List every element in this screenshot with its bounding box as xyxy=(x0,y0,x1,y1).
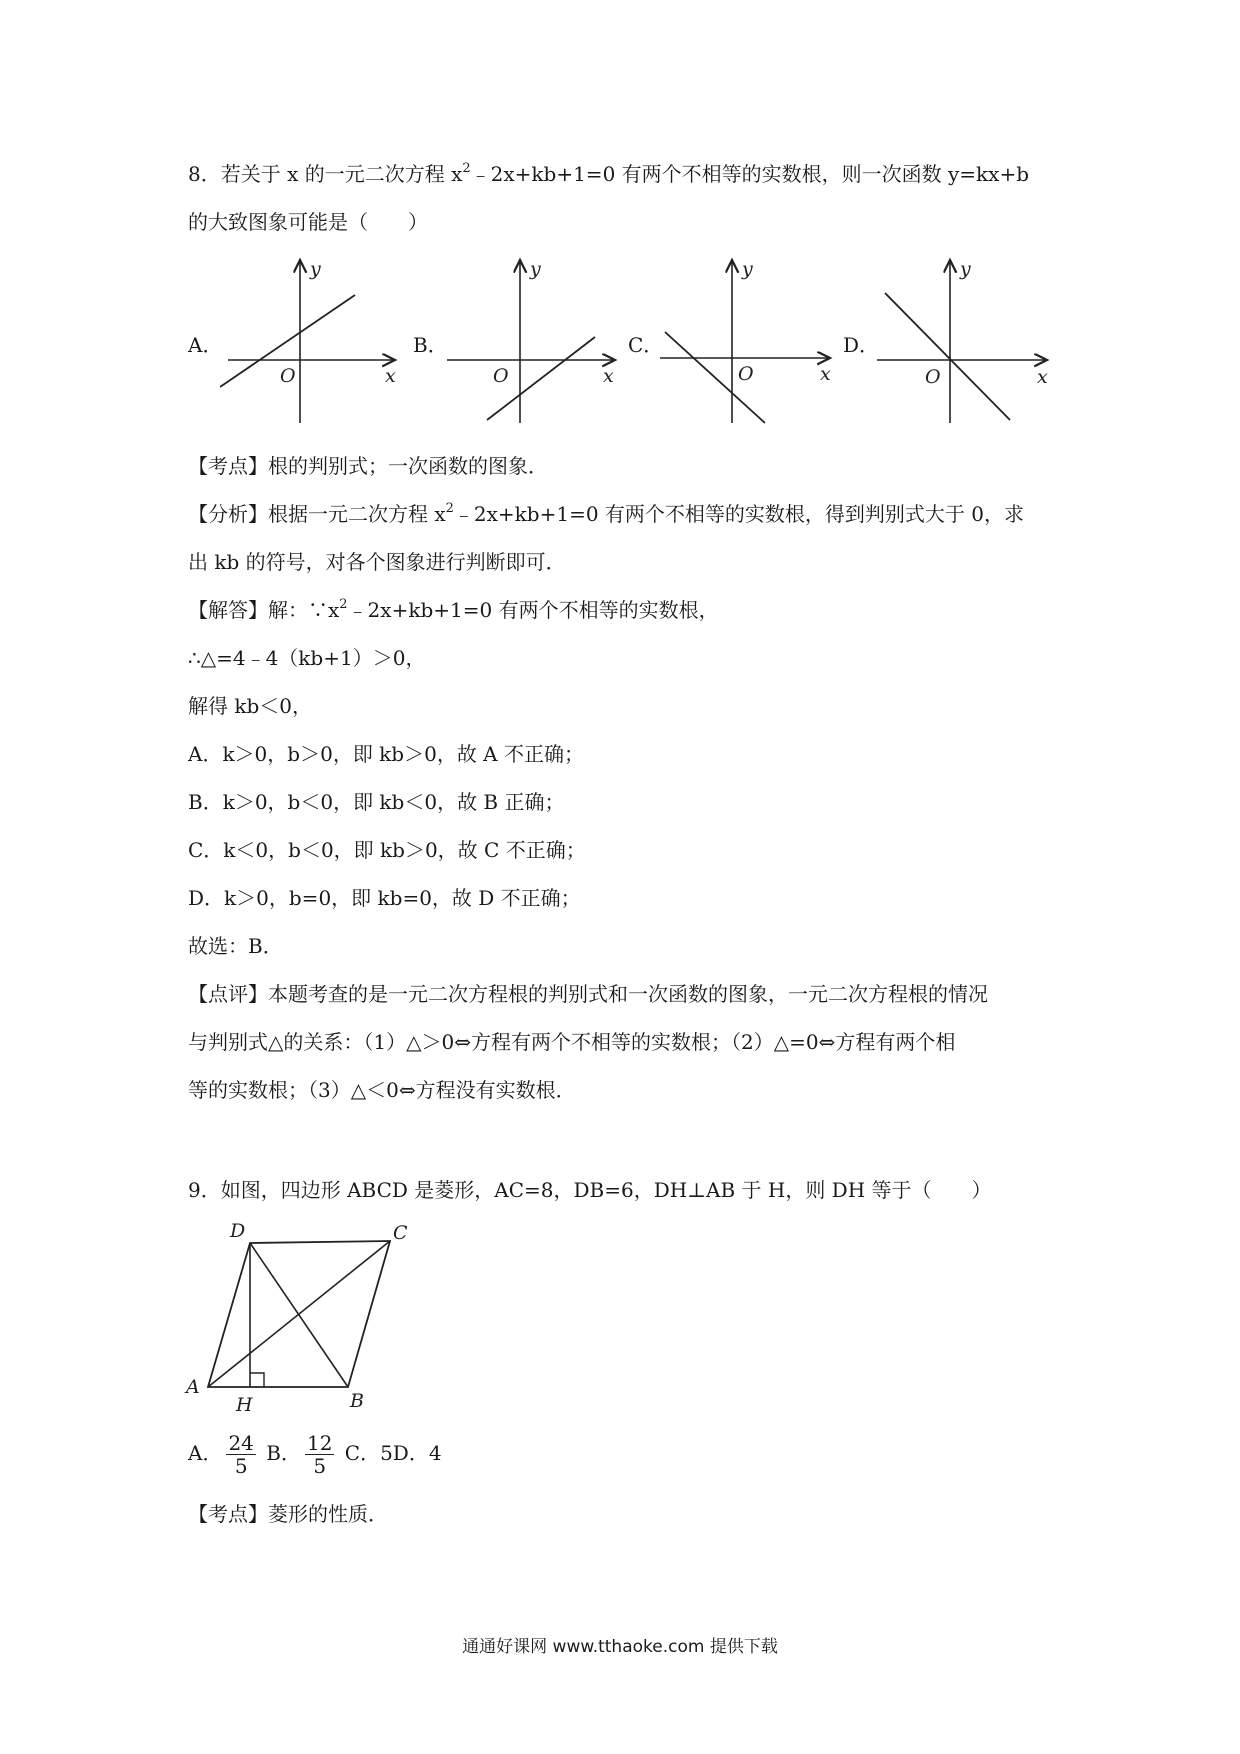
q8-fenxi-line1: 【分析】根据一元二次方程 $x^2﹣2x+kb+1=0$ 有两个不相等的实数根，得到判别式大于 0，求 xyxy=(188,501,1025,526)
q9-option-a-fraction: $\frac{24}{5}$ xyxy=(228,1431,254,1478)
q8-graph-b xyxy=(445,255,625,425)
q8-stem-line1: 8．若关于 x 的一元二次方程 $x^2﹣2x+kb+1=0$ 有两个不相等的实数根，则一次函数 y=kx+b xyxy=(188,161,1030,186)
q8-graph-a-origin: O xyxy=(280,365,296,387)
q9-label-d: D xyxy=(230,1220,246,1242)
q8-graph-c xyxy=(660,255,840,425)
q8-graph-b-y: y xyxy=(530,258,541,280)
q9-stem: 9．如图，四边形 ABCD 是菱形，AC=8，DB=6，DH⊥AB 于 H，则 DH 等于（ ） xyxy=(188,1178,992,1202)
q8-graph-d xyxy=(875,255,1055,425)
q8-answer: 故选：B． xyxy=(188,934,283,958)
q8-graph-c-origin: O xyxy=(738,363,754,385)
q8-fenxi-line2: 出 kb 的符号，对各个图象进行判断即可． xyxy=(188,550,566,574)
q8-step-1: ∴△=4﹣4（kb+1）＞0， xyxy=(188,646,426,670)
q8-graph-c-y: y xyxy=(742,258,753,280)
q8-step-2: 解得 kb＜0， xyxy=(188,694,313,718)
q9-label-a: A xyxy=(186,1376,200,1398)
q9-kaodian: 【考点】菱形的性质． xyxy=(188,1502,388,1526)
q8-option-a-letter: A． xyxy=(188,333,223,357)
q8-step-c: C．k＜0，b＜0，即 kb＞0，故 C 不正确； xyxy=(188,838,586,862)
q9-rhombus-figure xyxy=(180,1215,430,1415)
q8-graph-d-origin: O xyxy=(925,366,941,388)
q8-graph-b-origin: O xyxy=(493,365,509,387)
q8-step-a: A．k＞0，b＞0，即 kb＞0，故 A 不正确； xyxy=(188,742,584,766)
q8-step-d: D．k＞0，b=0，即 kb=0，故 D 不正确； xyxy=(188,886,581,910)
q8-graph-a-x: x xyxy=(385,365,396,387)
q8-graph-a xyxy=(220,255,400,425)
q8-option-c-letter: C． xyxy=(628,333,664,357)
q8-graph-d-x: x xyxy=(1037,366,1048,388)
q8-dianping-line2: 与判别式△的关系：（1）△＞0⇔方程有两个不相等的实数根；（2）△=0⇔方程有两个相 xyxy=(188,1030,956,1054)
q8-stem-line2: 的大致图象可能是（ ） xyxy=(188,210,428,234)
q8-graph-a-y: y xyxy=(310,258,321,280)
q9-label-c: C xyxy=(393,1222,408,1244)
q8-graph-c-x: x xyxy=(820,363,831,385)
q8-step-b: B．k＞0，b＜0，即 kb＜0，故 B 正确； xyxy=(188,790,565,814)
q8-graph-d-y: y xyxy=(960,258,971,280)
q8-kaodian: 【考点】根的判别式；一次函数的图象． xyxy=(188,454,548,478)
q8-dianping-line1: 【点评】本题考查的是一元二次方程根的判别式和一次函数的图象，一元二次方程根的情况 xyxy=(188,982,988,1006)
q9-label-b: B xyxy=(350,1390,364,1412)
page-footer: 通通好课网 www.tthaoke.com 提供下载 xyxy=(462,1637,778,1657)
q9-options: A． $\frac{24}{5}$ B． $\frac{12}{5}$ C．5D．4 xyxy=(188,1431,442,1478)
q8-option-d-letter: D． xyxy=(843,333,880,357)
q9-option-b-fraction: $\frac{12}{5}$ xyxy=(306,1431,333,1478)
q9-label-h: H xyxy=(236,1394,253,1415)
q8-dianping-line3: 等的实数根；（3）△＜0⇔方程没有实数根． xyxy=(188,1078,576,1102)
q8-option-b-letter: B． xyxy=(413,333,448,357)
q8-graph-b-x: x xyxy=(603,365,614,387)
q8-jieda: 【解答】解：$\because x^2﹣2x+kb+1=0$ 有两个不相等的实数根， xyxy=(188,597,719,622)
